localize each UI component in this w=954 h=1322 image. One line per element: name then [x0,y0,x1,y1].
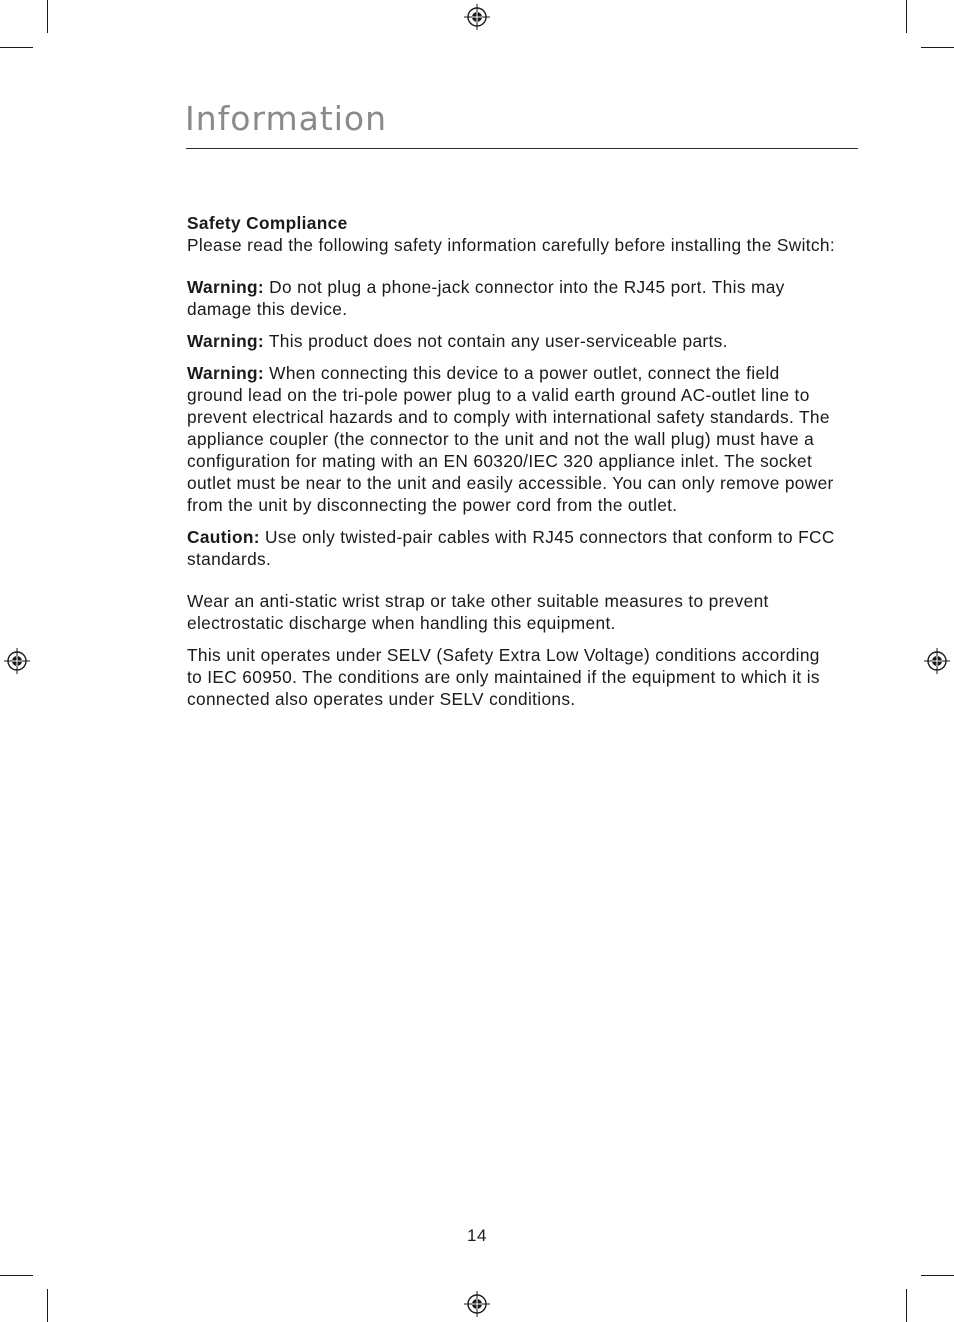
registration-mark-icon-right [924,648,950,674]
section-intro: Please read the following safety information carefully before installing the Switch: [187,235,836,255]
crop-mark-top-right-horizontal [921,47,954,48]
safety-compliance-section [187,212,837,710]
crop-mark-top-left-horizontal [0,47,33,48]
header-rule [186,148,858,149]
notice-label: Caution: [187,527,260,547]
registration-mark-icon-left [4,648,30,674]
notice-text: When connecting this device to a power outlet, connect the field ground lead on the tri-pole power plug to a valid earth ground AC-outlet line to prevent electrical hazards and to comply with international safety standards. The appliance coupler (the connector to the unit and not the wall plug) must have a configuration for mating with an EN 60320/IEC 320 appliance inlet. The socket outlet must be near to the unit and easily accessible. You can only remove power from the unit by disconnecting the power cord from the outlet. [187,363,834,515]
crop-mark-top-right-vertical [906,0,907,33]
notice-cables [187,526,837,570]
notice-label: Warning: [187,277,265,297]
notice-label: Warning: [187,331,265,351]
paragraph-anti-static: Wear an anti-static wrist strap or take other suitable measures to prevent electrostatic discharge when handling this equipment. [187,591,769,633]
registration-mark-icon-bottom [464,1291,490,1317]
notice-text: This product does not contain any user-serviceable parts. [264,331,728,351]
crop-mark-top-left-vertical [47,0,48,33]
crop-mark-bottom-left-vertical [47,1289,48,1322]
crop-mark-bottom-right-horizontal [921,1275,954,1276]
notice-user-serviceable [187,330,837,352]
crop-mark-bottom-right-vertical [906,1289,907,1322]
paragraph-selv: This unit operates under SELV (Safety Extra Low Voltage) conditions according to IEC 60950. The conditions are only maintained if the equipment to which it is connected also operates under SELV conditions. [187,645,820,709]
notice-text: Use only twisted-pair cables with RJ45 connectors that conform to FCC standards. [187,527,835,569]
crop-mark-bottom-left-horizontal [0,1275,33,1276]
notice-power-outlet [187,362,837,516]
notice-text: Do not plug a phone-jack connector into the RJ45 port. This may damage this device. [187,277,785,319]
page-number: 14 [467,1226,487,1245]
page-title: Information [185,99,388,138]
notice-phone-jack [187,276,837,320]
section-heading: Safety Compliance [187,213,348,233]
registration-mark-icon-top [464,4,490,30]
notice-label: Warning: [187,363,265,383]
